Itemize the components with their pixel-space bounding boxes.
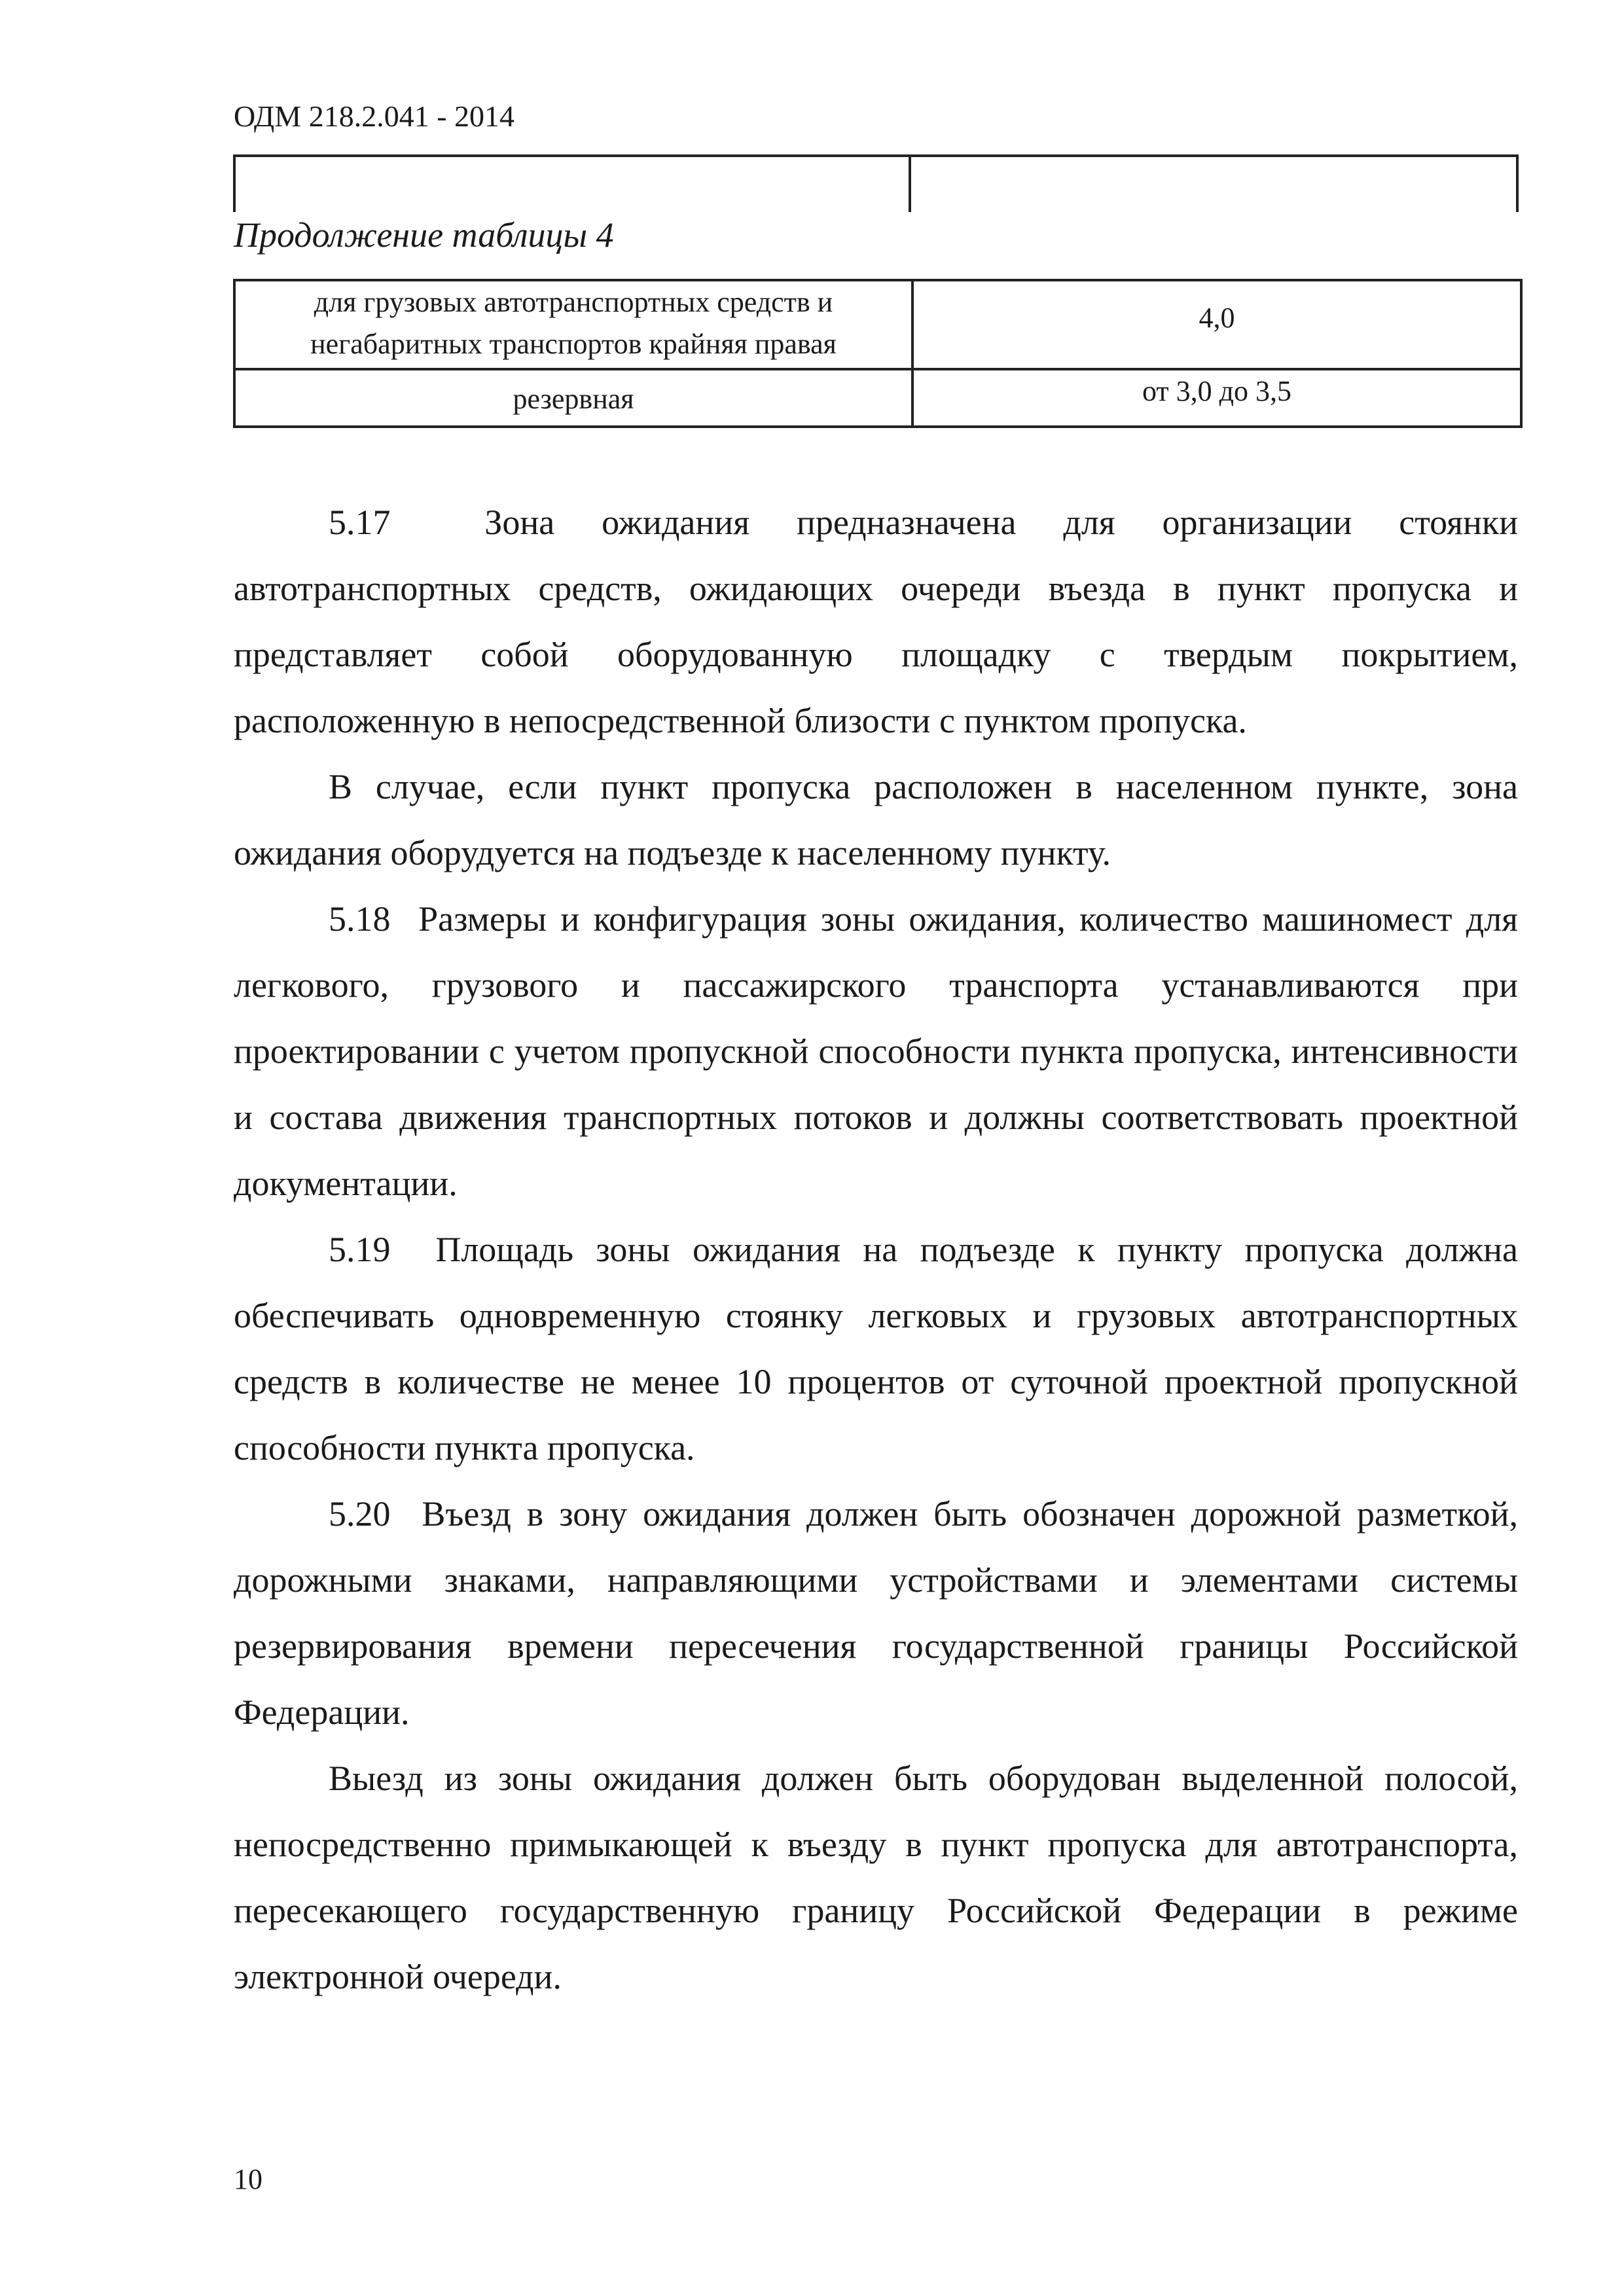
table-fragment-border-left (233, 157, 236, 212)
body-text (234, 490, 1527, 2010)
paragraph-5-17: 5.17 Зона ожидания предназначена для организации стоянки автотранспортных средств, ожидающих очереди въезда в пункт пропуска и представляет собой оборудованную площадку с твердым покрытием, расположенную в непосредственной близости с пунктом пропуска. (234, 503, 1527, 740)
table-cell-lane-width: от 3,0 до 3,5 (912, 369, 1521, 427)
table-fragment-border-middle (909, 157, 911, 212)
paragraph-5-20: 5.20 Въезд в зону ожидания должен быть обозначен дорожной разметкой, дорожными знаками, направляющими устройствами и элементами системы резервирования времени пересечения государственной границы Российской Федерации. (234, 1494, 1527, 1732)
lane-width-table (233, 279, 1523, 428)
table-continuation-caption: Продолжение таблицы 4 (234, 215, 614, 255)
table-fragment-border-right (1516, 157, 1519, 212)
lane-type-line-2: негабаритных транспортов крайняя правая (310, 328, 837, 360)
table-top-fragment (233, 154, 1519, 209)
table-row (234, 280, 1521, 369)
paragraph-5-17-cont: В случае, если пункт пропуска расположен в населенном пункте, зона ожидания оборудуется на подъезде к населенному пункту. (234, 767, 1527, 872)
paragraph-5-20-cont: Выезд из зоны ожидания должен быть оборудован выделенной полосой, непосредственно примыкающей к въезду в пункт пропуска для автотранспорта, пересекающего государственную границу Российской Федерации в режиме электронной очереди. (234, 1759, 1527, 1996)
page-number: 10 (234, 2163, 262, 2195)
table-cell-lane-type (234, 280, 912, 369)
lane-type-line-1: для грузовых автотранспортных средств и (314, 286, 833, 318)
table-row (234, 369, 1521, 427)
paragraph-5-18: 5.18 Размеры и конфигурация зоны ожидания, количество машиномест для легкового, грузового и пассажирского транспорта устанавливаются при проектировании с учетом пропускной способности пункта пропуска, интенсивности и состава движения транспортных потоков и должны соответствовать проектной документации. (234, 899, 1527, 1203)
table-cell-lane-type: резервная (234, 369, 912, 427)
table-cell-lane-width: 4,0 (912, 280, 1521, 369)
document-code: ОДМ 218.2.041 - 2014 (234, 99, 515, 133)
paragraph-5-19: 5.19 Площадь зоны ожидания на подъезде к пункту пропуска должна обеспечивать одновременную стоянку легковых и грузовых автотранспортных средств в количестве не менее 10 процентов от суточной проектной пропускной способности пункта пропуска. (234, 1230, 1527, 1467)
